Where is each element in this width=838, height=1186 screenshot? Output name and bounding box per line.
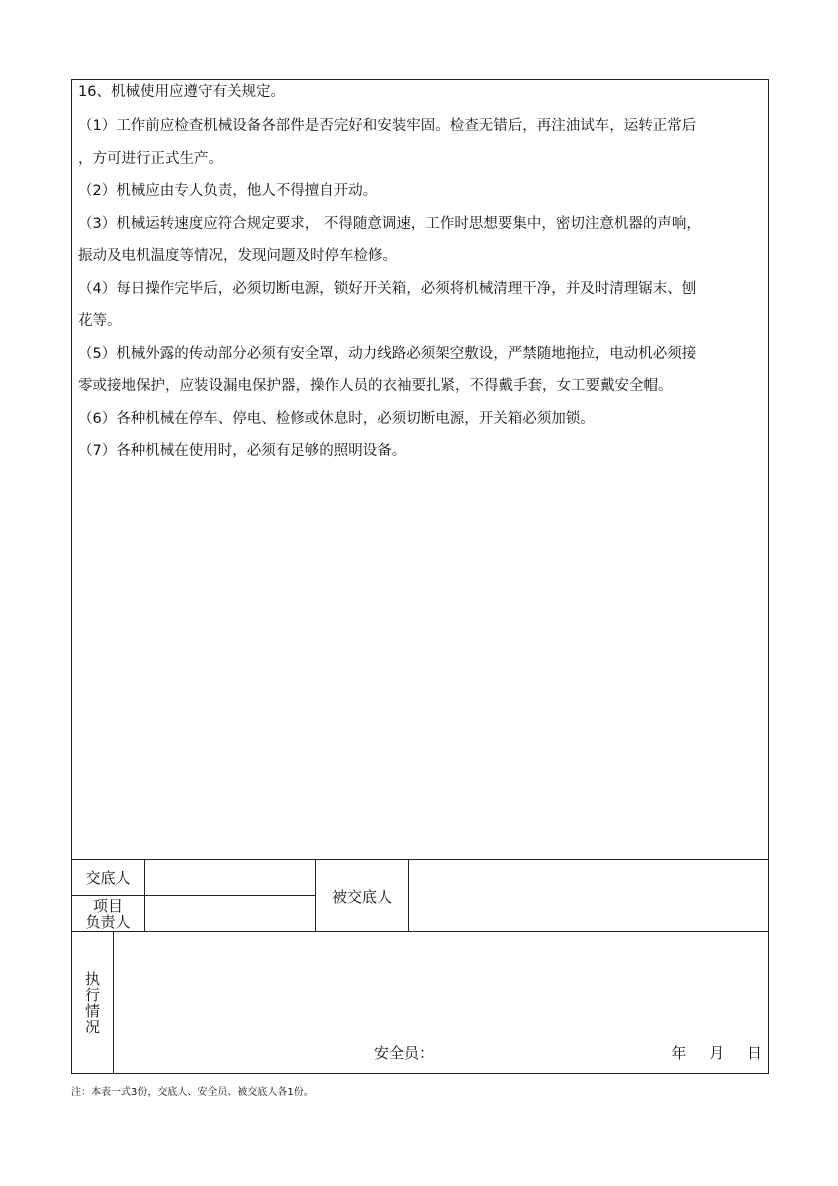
safety-officer-label: 安全员： [374,1044,435,1062]
date-month: 月 [709,1044,725,1062]
rule-heading: 16、机械使用应遵守有关规定。 [78,84,285,100]
rule-line: （6）各种机械在停车、停电、检修或休息时，必须切断电源，开关箱必须加锁。 [78,410,595,427]
rule-line: ，方可进行正式生产。 [78,150,223,167]
rule-line: （3）机械运转速度应符合规定要求， 不得随意调速，工作时思想要集中，密切注意机器的声响， [78,215,701,232]
footer-note: 注：本表一式3份，交底人、安全员、被交底人各1份。 [71,1087,314,1098]
content-area [72,80,768,860]
rule-line: （5）机械外露的传动部分必须有安全罩，动力线路必须架空敷设，严禁随地拖拉，电动机必须接 [78,345,697,362]
discloser-label: 交底人 [85,869,131,887]
recipient-label: 被交底人 [331,887,392,906]
rule-line: 花等。 [78,313,122,329]
rule-line: （1）工作前应检查机械设备各部件是否完好和安装牢固。检查无错后，再注油试车，运转正常后 [78,118,697,134]
rule-line: 振动及电机温度等情况，发现问题及时停车检修。 [78,248,397,264]
project-manager-label [72,896,144,932]
execution-label-char: 执 [84,970,100,988]
rule-line: （4）每日操作完毕后，必须切断电源，锁好开关箱，必须将机械清理干净，并及时清理锯末、刨 [78,280,697,297]
disclosure-form [71,79,769,1074]
project-manager-label-line2: 负责人 [85,913,131,931]
rule-line: 零或接地保护，应装设漏电保护器，操作人员的衣袖要扎紧，不得戴手套，女工要戴安全帽。 [78,378,673,394]
rule-line: （7）各种机械在使用时，必须有足够的照明设备。 [78,443,407,459]
execution-notes-field[interactable] [114,932,768,1037]
signature-row [72,860,768,932]
discloser-signature-field[interactable] [145,860,315,895]
date-fields [653,1042,762,1063]
recipient-signature-field[interactable] [409,860,768,932]
date-day: 日 [746,1044,762,1062]
execution-label-char: 况 [84,1018,100,1036]
project-manager-signature-field[interactable] [145,896,315,932]
rule-line: （2）机械应由专人负责，他人不得擅自开动。 [78,183,378,199]
execution-label-char: 行 [84,986,100,1004]
execution-label-char: 情 [84,1002,100,1020]
execution-label [72,932,113,1074]
project-manager-label-line1: 项目 [92,897,123,915]
execution-row [72,932,768,1074]
date-year: 年 [671,1044,687,1062]
